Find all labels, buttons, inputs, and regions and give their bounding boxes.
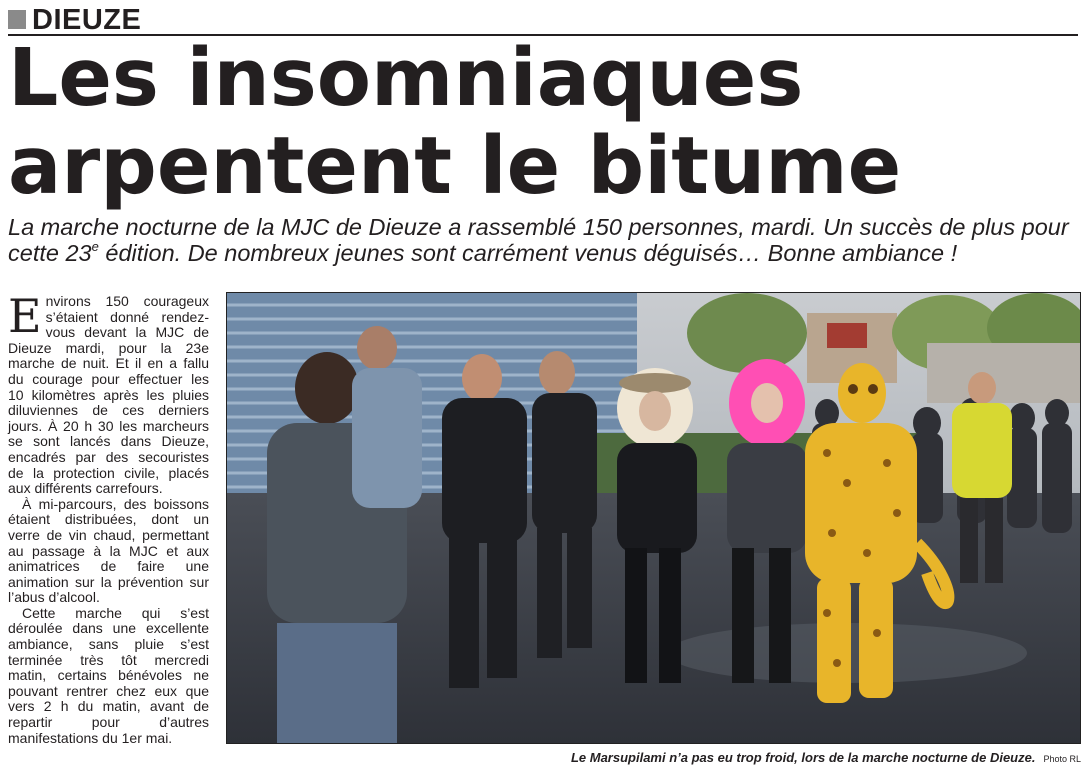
photo-credit: Photo RL — [1043, 754, 1081, 764]
caption-text: Le Marsupilami n’a pas eu trop froid, lors de la marche nocturne de Dieuze. — [570, 750, 1036, 765]
standfirst-superscript: e — [91, 239, 99, 254]
paragraph-1-text: nvirons 150 courageux s’étaient donné rendez-vous devant la MJC de Dieuze mardi, pour la 23e marche de nuit. Et il en a fallu du courage pour effectuer les 10 kilomètres après les pluies diluviennes de ces derniers jours. À 20 h 30 les marcheurs se sont lancés dans Dieuze, encadrés par des secouristes de la protection civile, placés aux différents carrefours. — [8, 293, 209, 497]
headline-line-2: arpentent le bitume — [8, 120, 902, 212]
drop-cap: E — [8, 289, 42, 343]
article-body — [8, 289, 209, 746]
section-label: DIEUZE — [32, 4, 142, 36]
paragraph-1 — [8, 289, 209, 497]
headline — [8, 34, 1083, 210]
photo-caption — [226, 750, 1081, 767]
article-photo — [226, 292, 1081, 744]
photo-illustration — [227, 293, 1080, 743]
headline-line-1: Les insomniaques — [8, 32, 804, 124]
standfirst-part-2: édition. De nombreux jeunes sont carrément venus déguisés… Bonne ambiance ! — [98, 240, 958, 266]
standfirst — [8, 214, 1080, 266]
paragraph-3: Cette marche qui s’est déroulée dans une excellente ambiance, sans pluie s’est terminée très tôt mercredi matin, certains bénévoles ne pouvant rentrer chez eux que vers 2 h du matin, avant de repartir pour d’autres manifestations du 1er mai. — [8, 604, 209, 746]
section-marker-square — [8, 10, 26, 29]
paragraph-2: À mi-parcours, des boissons étaient distribuées, dont un verre de vin chaud, permettant au passage à la MJC et aux animatrices de faire une animation sur la prévention sur l’abus d’alcool. — [8, 495, 209, 606]
standfirst-part-1: La marche nocturne de la MJC de Dieuze a rassemblé 150 personnes, mardi. Un succès de plus pour cette 23 — [8, 214, 1069, 266]
